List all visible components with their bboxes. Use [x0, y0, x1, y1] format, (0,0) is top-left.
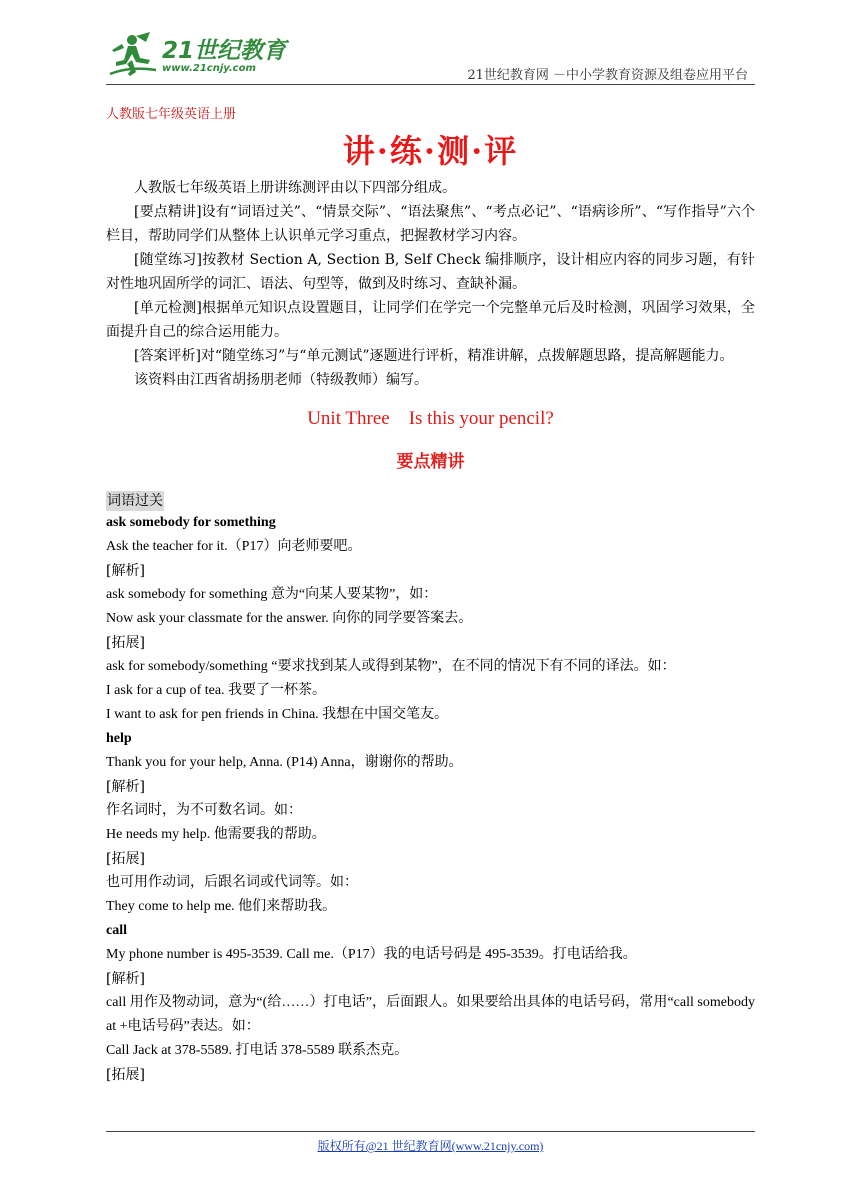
unit-title: Unit Three Is this your pencil? — [307, 408, 554, 429]
intro-paragraph: 人教版七年级英语上册讲练测评由以下四部分组成。 — [134, 180, 456, 196]
section-tag: [解析] — [106, 971, 145, 987]
header-divider — [106, 84, 755, 85]
series-label: 人教版七年级英语上册 — [106, 107, 237, 122]
intro-paragraph: [随堂练习]按教材 Section A, Section B, Self Check 编排顺序，设计相应内容的同步习题，有针对性地巩固所学的词汇、语法、句型等，做到及时练习、查缺补漏。 — [106, 252, 755, 292]
vocabulary-lines — [106, 511, 755, 1087]
text-line: I want to ask for pen friends in China. 我想在中国交笔友。 — [106, 707, 449, 722]
text-line: Call Jack at 378-5589. 打电话 378-5589 联系杰克。 — [106, 1043, 409, 1058]
intro-paragraph: 该资料由江西省胡扬朋老师（特级教师）编写。 — [134, 372, 428, 388]
text-line: He needs my help. 他需要我的帮助。 — [106, 827, 326, 842]
section-tag: [解析] — [106, 563, 145, 579]
text-line: ask for somebody/something “要求找到某人或得到某物”，在不同的情况下有不同的译法。如： — [106, 659, 676, 674]
vocabulary-section — [106, 490, 755, 1087]
vocab-headword: help — [106, 731, 132, 746]
text-line: They come to help me. 他们来帮助我。 — [106, 899, 337, 914]
vocab-headword: call — [106, 923, 127, 938]
section-tag: [拓展] — [106, 1067, 145, 1083]
section-tag: [拓展] — [106, 851, 145, 867]
logo-url: www.21cnjy.com — [162, 63, 256, 74]
subsection-label: 词语过关 — [107, 493, 163, 509]
text-line: I ask for a cup of tea. 我要了一杯茶。 — [106, 683, 327, 698]
section-tag: [解析] — [106, 779, 145, 795]
text-line: Ask the teacher for it.（P17）向老师要吧。 — [106, 539, 362, 554]
main-title: 讲·练·测·评 — [342, 132, 519, 170]
intro-paragraph: [要点精讲]设有“词语过关”、“情景交际”、“语法聚焦”、“考点必记”、“语病诊所”、“写作指导”六个栏目，帮助同学们从整体上认识单元学习重点，把握教材学习内容。 — [106, 204, 755, 244]
runner-logo-icon — [106, 30, 162, 80]
logo-text: 21世纪教育 — [162, 38, 287, 64]
page-header — [0, 0, 861, 92]
copyright-link[interactable]: 版权所有@21 世纪教育网(www.21cnjy.com) — [317, 1139, 544, 1153]
footer-divider — [106, 1131, 755, 1132]
text-line: call 用作及物动词，意为“(给……）打电话”，后面跟人。如果要给出具体的电话号码，常用“call somebody at +电话号码”表达。如： — [106, 995, 755, 1034]
intro-paragraph: [答案评析]对“随堂练习”与“单元测试”逐题进行评析，精准讲解，点拨解题思路，提高解题能力。 — [134, 348, 734, 364]
intro-paragraph: [单元检测]根据单元知识点设置题目，让同学们在学完一个完整单元后及时检测，巩固学习效果，全面提升自己的综合运用能力。 — [106, 300, 755, 340]
section-title: 要点精讲 — [396, 452, 465, 472]
section-tag: [拓展] — [106, 635, 145, 651]
text-line: Now ask your classmate for the answer. 向你的同学要答案去。 — [106, 611, 473, 626]
header-slogan: 21世纪教育网 －中小学教育资源及组卷应用平台 — [467, 68, 748, 83]
document-body — [106, 104, 755, 1087]
text-line: 作名词时，为不可数名词。如： — [106, 803, 302, 818]
text-line: Thank you for your help, Anna. (P14) Anna，谢谢你的帮助。 — [106, 755, 463, 770]
text-line: 也可用作动词，后跟名词或代词等。如： — [106, 875, 358, 890]
text-line: ask somebody for something 意为“向某人要某物”，如： — [106, 587, 438, 602]
intro-section — [106, 176, 755, 392]
site-logo[interactable] — [106, 30, 286, 82]
vocab-headword: ask somebody for something — [106, 515, 276, 530]
text-line: My phone number is 495-3539. Call me.（P17）我的电话号码是 495-3539。打电话给我。 — [106, 947, 637, 962]
